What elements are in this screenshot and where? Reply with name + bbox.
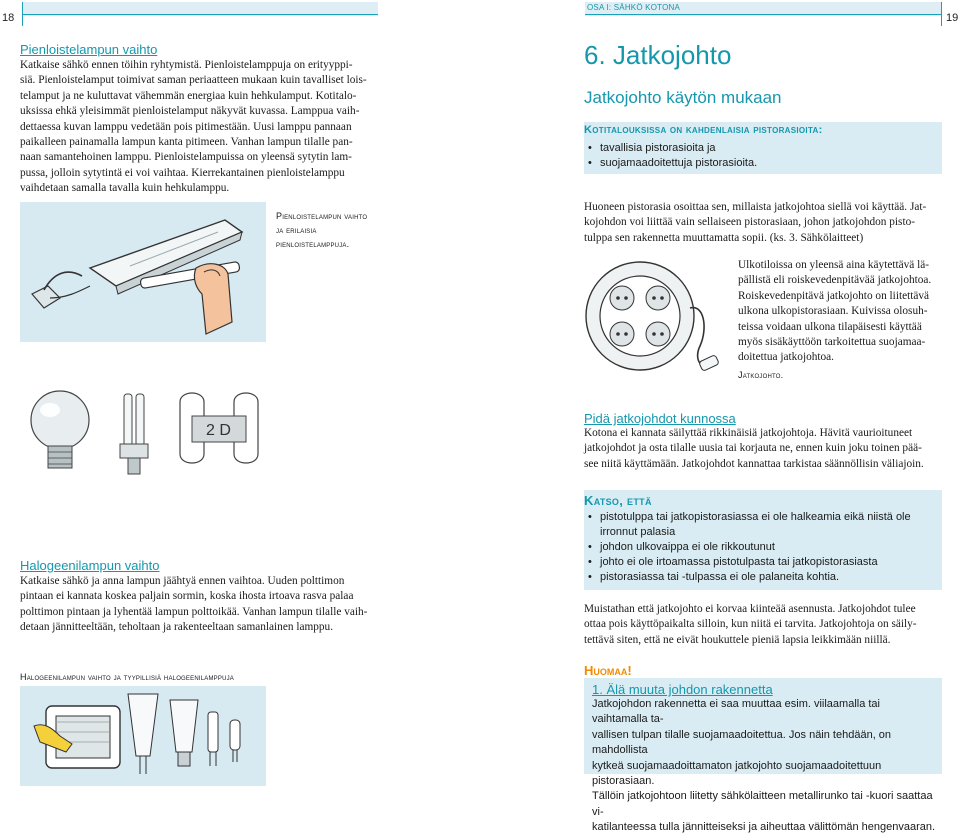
list-item: • pistotulppa tai jatkopistorasiassa ei ole halkeamia eikä niistä ole (584, 510, 911, 525)
caption-compact-fluorescent: Pienloistelampun vaihto ja erilaisia pienloistelamppuja. (276, 211, 368, 249)
notice-text: Jatkojohdon rakennetta ei saa muuttaa esim. viilaamalla tai vaihtamalla ta- vallisen tulpan tilalle suojamaadoitettua. Jos näin tehdään, on mahdollista kytkeä suojamaadoittamaton jatkojohto suojamaadoitettuun pistorasiaan. Tällöin jatkojohtoon liitetty sähkölaitteen metallirunko tai -kuori saattaa vi- katilanteessa tulla jännitteiseksi ja aiheuttaa välittömän hengenvaaran. (592, 698, 936, 834)
check-list-heading: Katso, että (584, 493, 652, 508)
list-item: • johto ei ole irtoamassa pistotulpasta tai jatkopistorasiasta (584, 555, 911, 570)
page-number-right: 19 (946, 12, 959, 24)
notice-label: Huomaa! (584, 663, 632, 678)
check-list-callout (584, 490, 942, 590)
compact-lamp-types (20, 388, 270, 478)
chapter-title: 6. Jatkojohto (584, 40, 732, 70)
keep-cords-text: Kotona ei kannata säilyttää rikkinäisiä jatkojohtoja. Hävitä vaurioituneet jatkojohdot ja osta tilalle uusia tai korjauta ne, ennen kuin joku toinen pää- see niitä käyttämään. Jatkojohdot kannattaa tarkistaa säännöllisin väliajoin. (584, 427, 924, 470)
notice-title: 1. Älä muuta johdon rakennetta (592, 682, 773, 697)
right-header-rule (941, 2, 942, 26)
lamp-2d-label: 2 D (206, 422, 231, 439)
caption-halogen: Halogeenilampun vaihto ja tyypillisiä halogeenilamppuja (20, 672, 235, 682)
list-item: • tavallisia pistorasioita ja (584, 141, 757, 156)
socket-explanation: Huoneen pistorasia osoittaa sen, millaista jatkojohtoa siellä voi käyttää. Jat- kojohdon voi liittää vain sellaiseen pistorasiaan, johon jatkojohdon pisto- tulppa sen rakennetta muuttamatta sopii. (ks. 3. Sähkölaitteet) (584, 201, 927, 244)
outdoor-cord-text: Ulkotiloissa on yleensä aina käytettävä lä- pällistä eli roiskevedenpitävää jatkojohtoa. Roiskevedenpitävä jatkojohto on liitettävä ulkona ulkopistorasiaan. Kuivissa olosuh- teissa voidaan ulkona tilapäisesti käyttää myös sisäkäyttöön tarkoitettua suojamaa- doitettua jatkojohtoa. (738, 259, 932, 364)
halogen-text: Katkaise sähkö ja anna lampun jäähtyä ennen vaihtoa. Uuden polttimon pintaan ei kannata koskea paljain sormin, koska ihosta irtoava rasva palaa polttimon pintaan ja lyhentää lampun polttoikää. Vanhan lampun tilalle vaih- detaan jännitteeltään, teholtaan ja rakenteeltaan samanlainen lamppu. (20, 575, 368, 634)
socket-types-callout (584, 122, 942, 174)
section-title-compact-fluorescent: Pienloistelampun vaihto (20, 42, 158, 57)
socket-types-heading: Kotitalouksissa on kahdenlaisia pistorasioita: (584, 124, 823, 136)
list-item: • pistorasiassa tai -tulpassa ei ole palaneita kohtia. (584, 570, 911, 585)
section-title-halogen: Halogeenilampun vaihto (20, 558, 160, 573)
lamp-change-illustration (20, 202, 266, 342)
section-title-keep-cords: Pidä jatkojohdot kunnossa (584, 411, 736, 426)
list-item: • suojamaadoitettuja pistorasioita. (584, 156, 757, 171)
halogen-lamps-drawing (20, 686, 266, 786)
chapter-subtitle: Jatkojohto käytön mukaan (584, 88, 782, 107)
running-header: OSA I: SÄHKÖ KOTONA (587, 3, 681, 12)
fixed-installation-text: Muistathan että jatkojohto ei korvaa kiinteää asennusta. Jatkojohdot tulee ottaa pois käyttöpaikalta silloin, kun niitä ei tarvita. Jatkojohtoja on säily- tettävä siten, että ne eivät houkuttele pieniä lapsia leikkimään niillä. (584, 603, 917, 646)
notice-callout (584, 678, 942, 834)
left-header-underline (22, 14, 378, 15)
list-item: irronnut palasia (600, 526, 676, 538)
extension-cord-reel (582, 256, 732, 386)
lamp-fixture-drawing (20, 202, 266, 342)
halogen-illustration (20, 686, 266, 786)
list-item: • johdon ulkovaippa ei ole rikkoutunut (584, 540, 911, 555)
right-header-underline (585, 14, 941, 15)
compact-fluorescent-text: Katkaise sähkö ennen töihin ryhtymistä. Pienloistelamppuja on erityyppi- siä. Pienloistelamput toimivat saman periaatteen mukaan kuin tavalliset lois- telamput ja ne kuluttavat vähemmän energiaa kuin hehkulamput. Kotitalo- uksissa ehkä yleisimmät pienloistelamput näkyvät kuvassa. Lamppua vaih- dettaessa kuvan lamppu vedetään pois pitimestään. Uusi lamppu pannaan paikalleen painamalla lampun kanta pitimeen. Vanhan lampun tilalle pan- naan samantehoinen lamppu. Pienloistelampuissa on yleensä sytytin lam- pussa, jolloin sytytintä ei voi vaihtaa. Kierrekantainen pienloistelamppu vaihdetaan samalla tavalla kuin hehkulamppu. (20, 59, 367, 195)
page-number-left: 18 (2, 12, 15, 24)
caption-extension-cord: Jatkojohto. (738, 370, 784, 380)
